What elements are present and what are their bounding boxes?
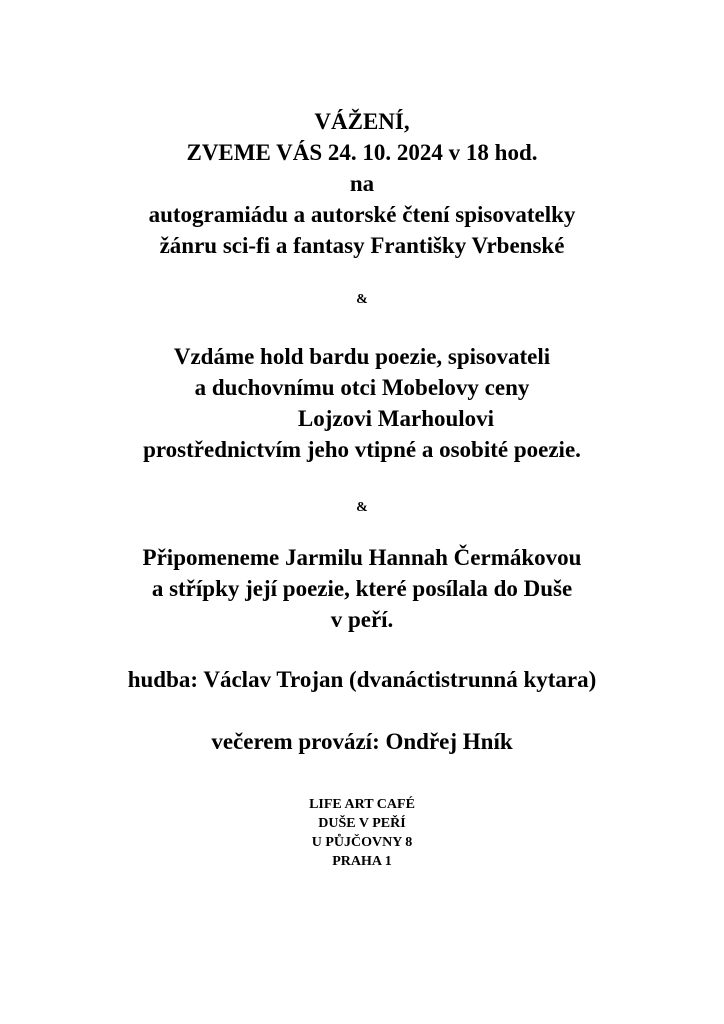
- greeting: VÁŽENÍ,: [314, 109, 410, 134]
- tribute-line-4: prostřednictvím jeho vtipné a osobité poezie.: [143, 437, 581, 462]
- separator-1: &: [356, 292, 368, 307]
- na-line: na: [349, 171, 375, 196]
- tribute-line-3: Lojzovi Marhoulovi: [297, 406, 495, 431]
- memorial-line-3: v peří.: [330, 607, 394, 632]
- memorial-line-2: a střípky její poezie, které posílala do Duše: [151, 576, 573, 601]
- tribute-line-2: a duchovnímu otci Mobelovy ceny: [194, 375, 530, 400]
- date-line: ZVEME VÁS 24. 10. 2024 v 18 hod.: [186, 140, 538, 165]
- tribute-line-1: Vzdáme hold bardu poezie, spisovateli: [173, 344, 551, 369]
- event-line-1: autogramiádu a autorské čtení spisovatelky: [148, 202, 576, 227]
- venue-street: U PŮJČOVNY 8: [311, 835, 413, 850]
- memorial-line-1: Připomeneme Jarmilu Hannah Čermákovou: [142, 545, 582, 570]
- music-line: hudba: Václav Trojan (dvanáctistrunná kytara): [127, 667, 597, 692]
- venue-name: LIFE ART CAFÉ: [309, 797, 415, 812]
- venue-subtitle: DUŠE V PEŘÍ: [318, 816, 406, 831]
- host-line: večerem provází: Ondřej Hník: [211, 729, 513, 754]
- separator-2: &: [356, 500, 368, 515]
- event-line-2: žánru sci-fi a fantasy Františky Vrbenské: [159, 233, 565, 258]
- venue-city: PRAHA 1: [332, 854, 392, 869]
